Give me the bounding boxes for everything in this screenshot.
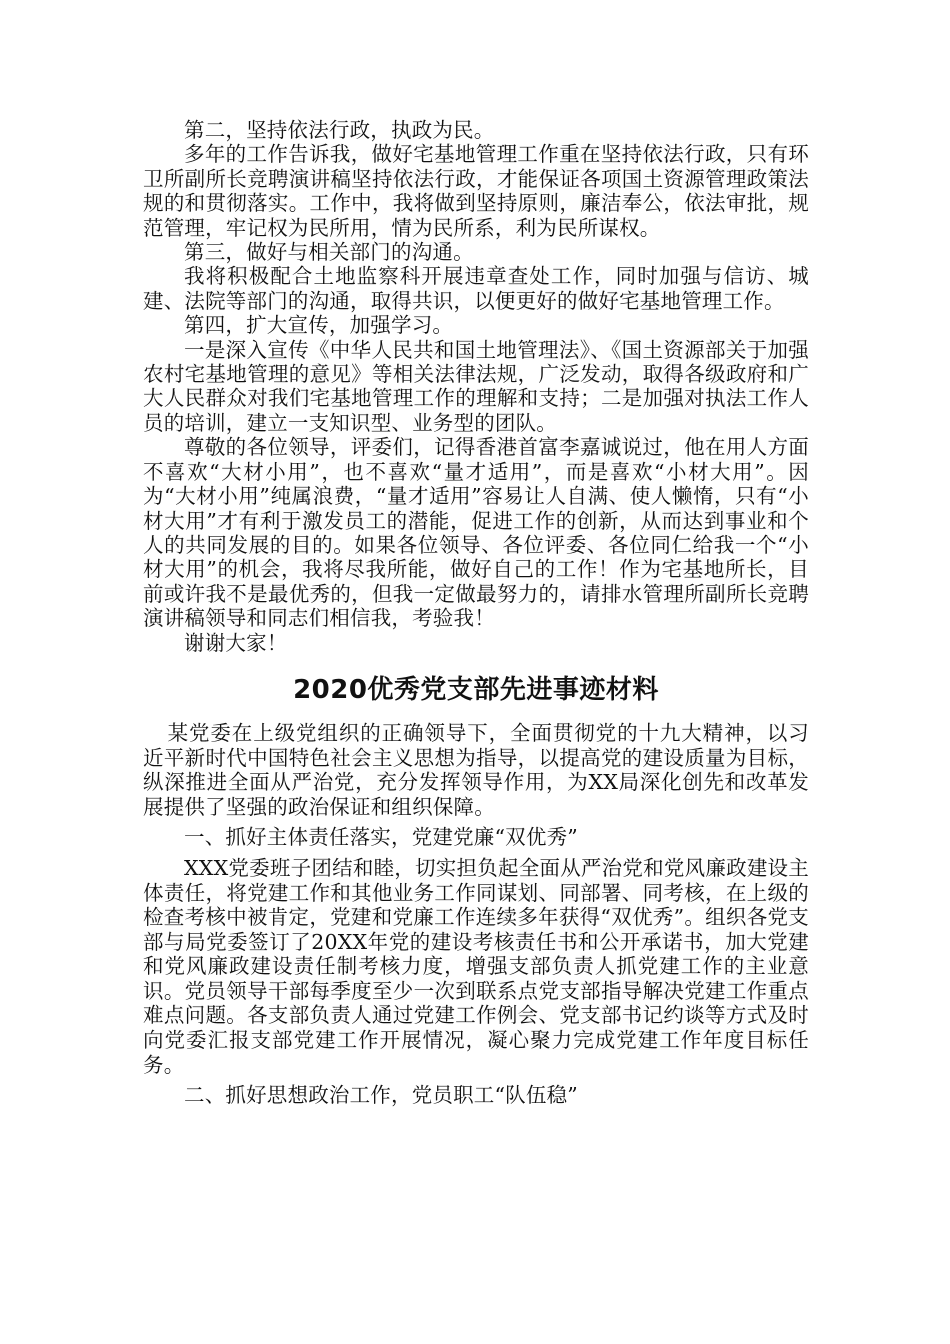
body-paragraph: 多年的工作告诉我，做好宅基地管理工作重在坚持依法行政，只有环卫所副所长竞聘演讲稿坚持依法行政，才能保证各项国土资源管理政策法规的和贯彻落实。工作中，我将做到坚持原则，廉洁奉公，依法审批，规范管理，牢记权为民所用，情为民所系，利为民所谋权。	[143, 142, 809, 240]
article-title: 2020优秀党支部先进事迹材料	[293, 674, 659, 705]
body-paragraph: 我将积极配合土地监察科开展违章查处工作，同时加强与信访、城建、法院等部门的沟通，取得共识，以便更好的做好宅基地管理工作。	[143, 264, 809, 313]
closing-thanks: 谢谢大家！	[184, 630, 288, 655]
document-body	[143, 118, 809, 1108]
heading-point-two: 第二，坚持依法行政，执政为民。	[184, 118, 495, 142]
body-paragraph: 一是深入宣传《中华人民共和国土地管理法》、《国土资源部关于加强农村宅基地管理的意见》等相关法律法规，广泛发动，取得各级政府和广大人民群众对我们宅基地管理工作的理解和支持；二是加强对执法工作人员的培训，建立一支知识型、业务型的团队。	[143, 337, 809, 435]
body-paragraph: XXX党委班子团结和睦，切实担负起全面从严治党和党风廉政建设主体责任，将党建工作和其他业务工作同谋划、同部署、同考核，在上级的检查考核中被肯定，党建和党廉工作连续多年获得“双优秀”。组织各党支部与局党委签订了20XX年党的建设考核责任书和公开承诺书，加大党建和党风廉政建设责任制考核力度，增强支部负责人抓党建工作的主业意识。党员领导干部每季度至少一次到联系点党支部指导解决党建工作重点难点问题。各支部负责人通过党建工作例会、党支部书记约谈等方式及时向党委汇报支部党建工作开展情况，凝心聚力完成党建工作年度目标任务。	[143, 855, 809, 1077]
section-heading-two: 二、抓好思想政治工作，党员职工“队伍稳”	[184, 1083, 578, 1108]
heading-point-four: 第四，扩大宣传，加强学习。	[184, 313, 454, 338]
heading-point-three: 第三，做好与相关部门的沟通。	[184, 240, 474, 265]
body-paragraph: 尊敬的各位领导，评委们，记得香港首富李嘉诚说过，他在用人方面不喜欢“大材小用”，也不喜欢“量才适用”，而是喜欢“小材大用”。因为“大材小用”纯属浪费，“量才适用”容易让人自满、使人懒惰，只有“小材大用”才有利于激发员工的潜能，促进工作的创新，从而达到事业和个人的共同发展的目的。如果各位领导、各位评委、各位同仁给我一个“小材大用”的机会，我将尽我所能，做好自己的工作！作为宅基地所长，目前或许我不是最优秀的，但我一定做最努力的，请排水管理所副所长竞聘演讲稿领导和同志们相信我，考验我！	[143, 435, 809, 631]
intro-paragraph: 某党委在上级党组织的正确领导下，全面贯彻党的十九大精神，以习近平新时代中国特色社会主义思想为指导，以提高党的建设质量为目标，纵深推进全面从严治党，充分发挥领导作用，为XX局深化创先和改革发展提供了坚强的政治保证和组织保障。	[143, 720, 809, 819]
section-heading-one: 一、抓好主体责任落实，党建党廉“双优秀”	[184, 825, 578, 850]
